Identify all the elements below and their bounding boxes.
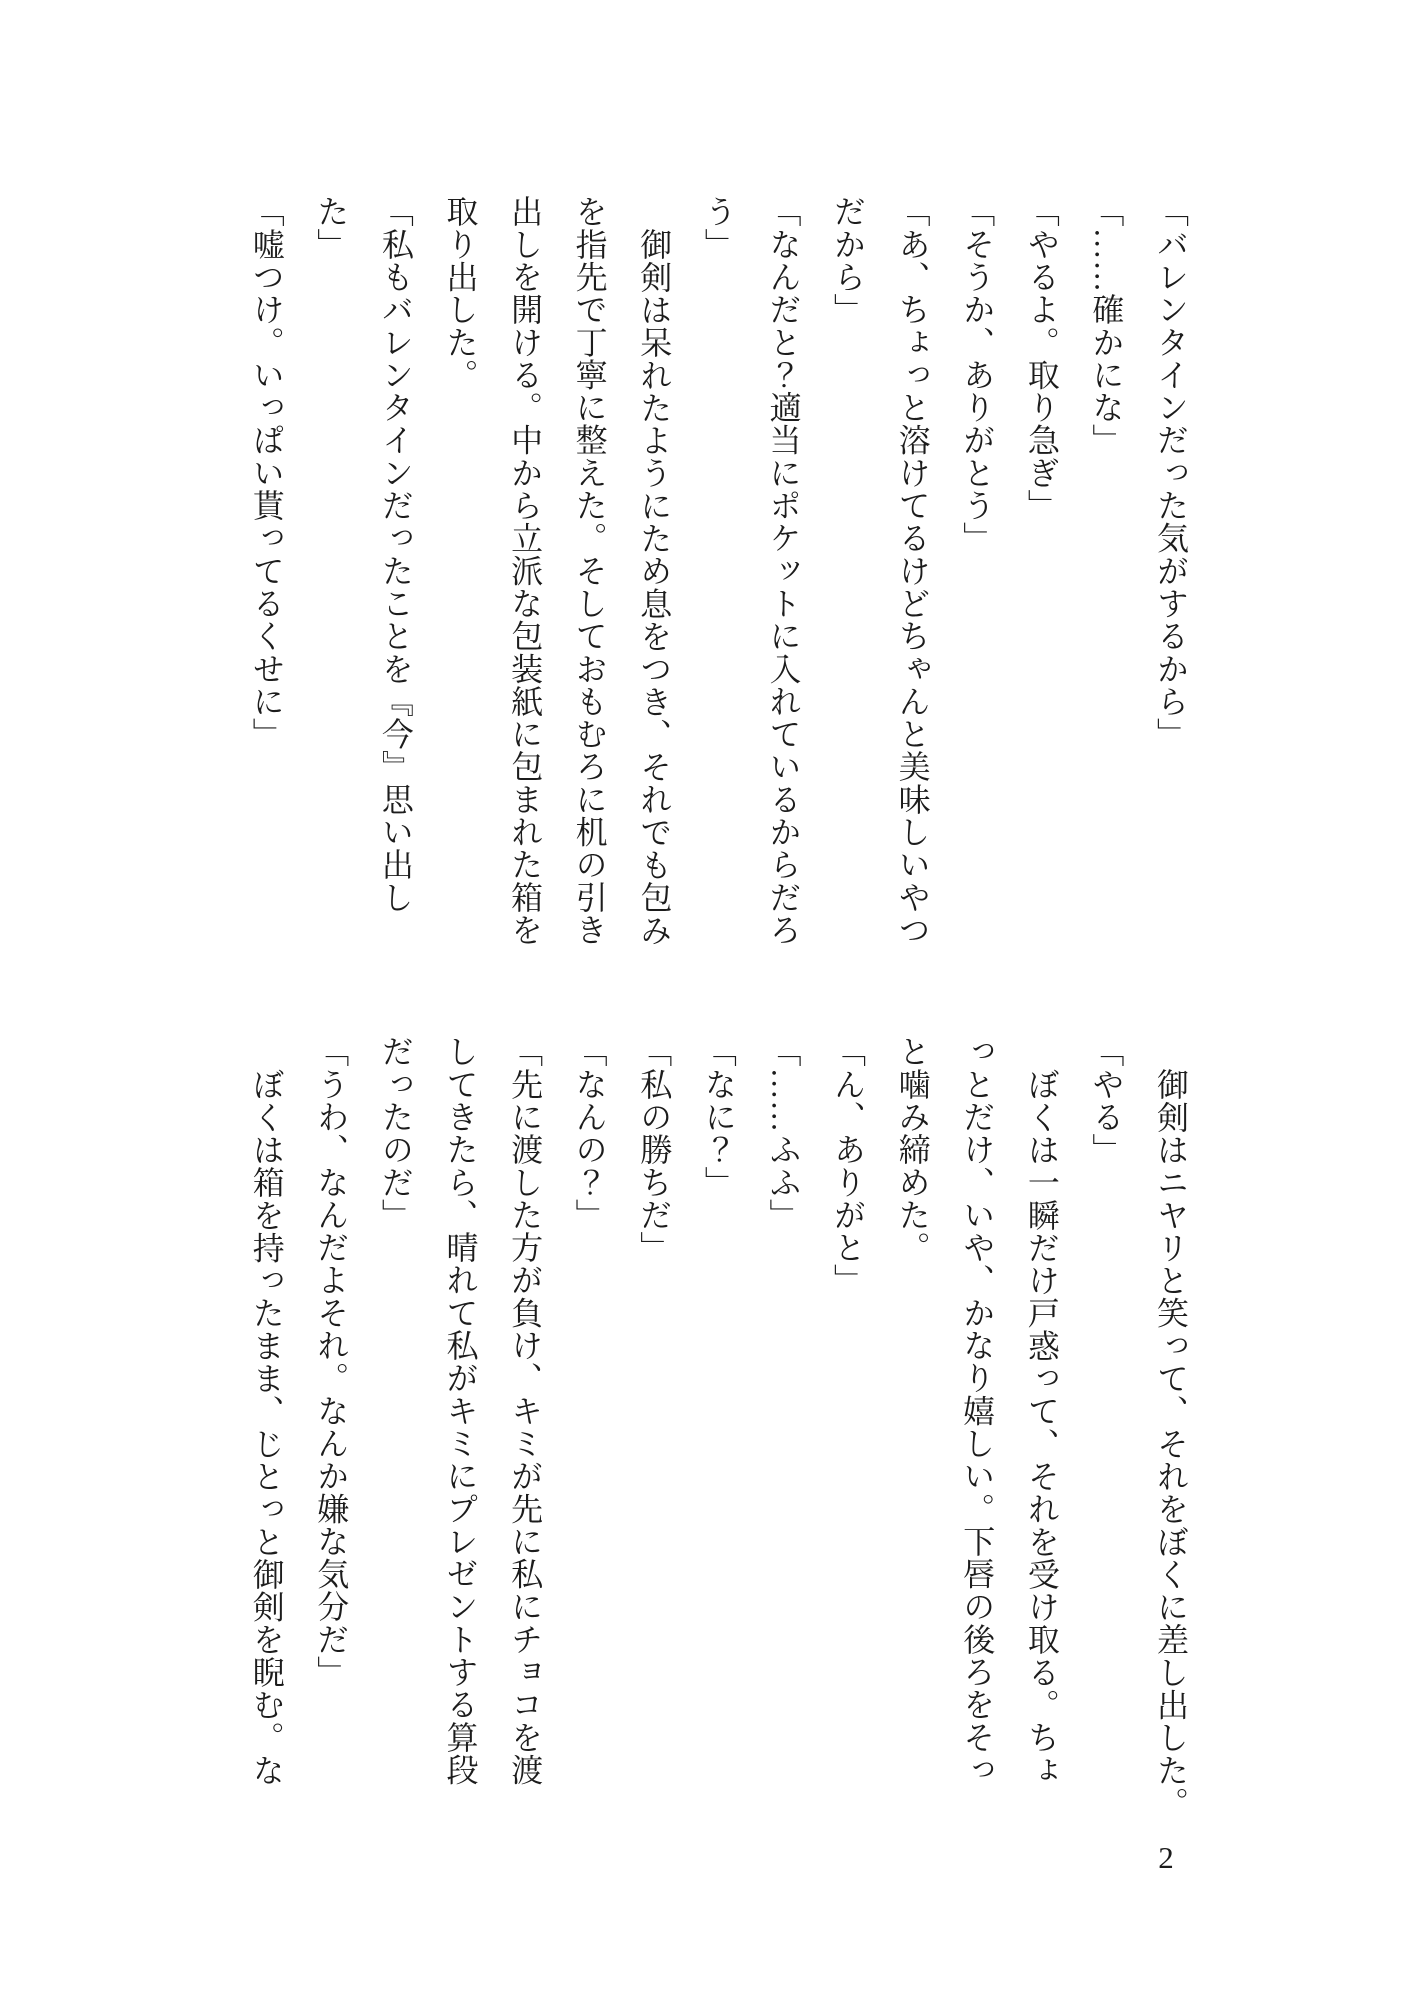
text-line: 「バレンタインだった気がするから」 xyxy=(1153,195,1189,751)
text-line: 「ん、ありがと」 xyxy=(830,1035,867,1297)
text-line: だったのだ」 xyxy=(377,1035,414,1231)
page-number: 2 xyxy=(1158,1840,1174,1875)
text-line: 「やるよ。取り急ぎ」 xyxy=(1023,195,1060,522)
text-block-upper xyxy=(234,195,1203,1095)
text-line: 出しを開ける。中から立派な包装紙に包まれた箱を xyxy=(507,195,544,946)
text-line: 「嘘つけ。いっぱい貰ってるくせに」 xyxy=(248,195,285,751)
text-line: 「なに？」 xyxy=(700,1035,737,1199)
text-line: を指先で丁寧に整えた。そしておもむろに机の引き xyxy=(571,195,608,946)
text-line: 御剣はニヤリと笑って、それをぼくに差し出した。 xyxy=(1153,1068,1189,1819)
text-line: ぼくは箱を持ったまま、じとっと御剣を睨む。な xyxy=(248,1068,285,1787)
text-line: ぼくは一瞬だけ戸惑って、それを受け取る。ちょ xyxy=(1023,1068,1060,1787)
text-line: 「そうか、ありがとう」 xyxy=(959,195,996,555)
text-line: 取り出した。 xyxy=(442,195,479,391)
text-line: っとだけ、いや、かなり嬉しい。下唇の後ろをそっ xyxy=(959,1035,996,1786)
text-line: 「なんだと？適当にポケットに入れているからだろ xyxy=(765,195,802,946)
text-line: 「……ふふ」 xyxy=(765,1035,802,1231)
text-line: 「あ、ちょっと溶けてるけどちゃんと美味しいやつ xyxy=(894,195,931,946)
text-line: 「うわ、なんだよそれ。なんか嫌な気分だ」 xyxy=(313,1035,350,1688)
text-line: してきたら、晴れて私がキミにプレゼントする算段 xyxy=(442,1035,479,1786)
text-line: 「私の勝ちだ」 xyxy=(636,1035,673,1264)
text-line: 「……確かにな」 xyxy=(1088,195,1125,457)
text-block-lower xyxy=(234,1035,1203,1935)
text-line: 「私もバレンタインだったことを『今』思い出し xyxy=(377,195,414,914)
text-line: 「先に渡した方が負け、キミが先に私にチョコを渡 xyxy=(507,1035,544,1786)
text-line: と噛み締めた。 xyxy=(894,1035,931,1264)
text-line: だから」 xyxy=(830,195,867,326)
text-line: 「やる」 xyxy=(1088,1035,1125,1166)
text-line: 「なんの？」 xyxy=(571,1035,608,1231)
text-line: 御剣は呆れたようにため息をつき、それでも包み xyxy=(636,228,673,947)
text-line: う」 xyxy=(700,195,737,261)
text-line: た」 xyxy=(313,195,350,261)
